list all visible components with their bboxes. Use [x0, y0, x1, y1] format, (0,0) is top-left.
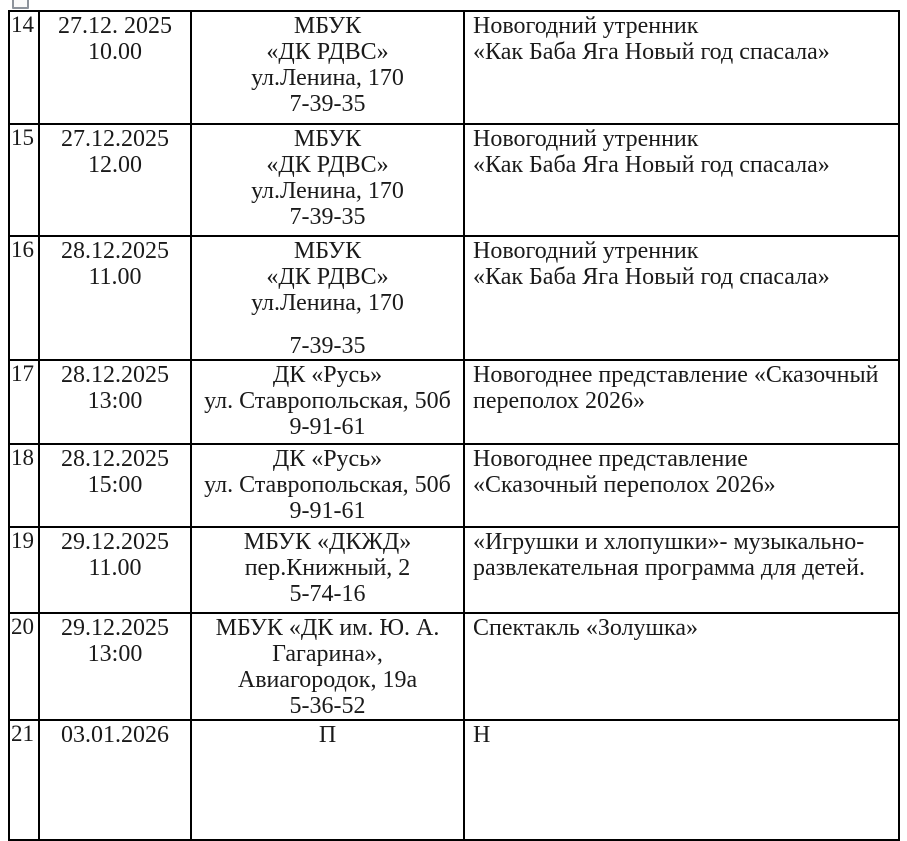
event-line: Новогоднее представление	[473, 446, 748, 472]
venue-cell	[191, 444, 464, 527]
row-number: 20	[11, 614, 34, 639]
events-table	[8, 10, 900, 841]
event-cell	[464, 236, 899, 360]
event-line: «Как Баба Яга Новый год спасала»	[473, 152, 830, 178]
row-number: 15	[11, 125, 34, 150]
venue-line: «ДК РДВС»	[266, 264, 389, 290]
venue-line: МБУК «ДКЖД»	[243, 529, 412, 555]
row-number: 21	[11, 721, 34, 746]
venue-line: ДК «Русь»	[272, 362, 383, 388]
date-line: 11.00	[88, 555, 142, 581]
venue-line: 5-36-52	[289, 693, 366, 719]
row-number-cell	[9, 124, 39, 236]
event-cell	[464, 720, 899, 840]
row-number: 18	[11, 445, 34, 470]
event-line: «Как Баба Яга Новый год спасала»	[473, 39, 830, 65]
event-cell	[464, 124, 899, 236]
event-line: «Как Баба Яга Новый год спасала»	[473, 264, 830, 290]
table-row	[9, 360, 899, 444]
table-row	[9, 527, 899, 613]
venue-line: 7-39-35	[289, 204, 366, 230]
date-line: 12.00	[88, 152, 142, 178]
venue-cell	[191, 236, 464, 360]
venue-line: 7-39-35	[289, 91, 366, 117]
row-number-cell	[9, 613, 39, 720]
date-line: 15:00	[87, 472, 143, 498]
venue-line: МБУК	[293, 126, 362, 152]
venue-line: ул.Ленина, 170	[251, 178, 404, 204]
event-cell	[464, 360, 899, 444]
date-cell	[39, 124, 191, 236]
row-number-cell	[9, 720, 39, 840]
event-cell	[464, 527, 899, 613]
venue-cell	[191, 720, 464, 840]
venue-line: ул. Ставропольская, 50б	[204, 388, 451, 414]
row-number-cell	[9, 360, 39, 444]
venue-line: МБУК «ДК им. Ю. А.	[215, 615, 440, 641]
event-line: Спектакль «Золушка»	[473, 615, 698, 641]
date-line: 13:00	[87, 641, 143, 667]
venue-cell	[191, 360, 464, 444]
venue-line: ул. Ставропольская, 50б	[204, 472, 451, 498]
date-cell	[39, 236, 191, 360]
date-cell	[39, 613, 191, 720]
venue-line: Гагарина»,	[272, 641, 383, 667]
venue-line: ул.Ленина, 170	[251, 290, 404, 316]
event-line: развлекательная программа для детей.	[473, 555, 865, 581]
clipped-anchor-mark	[12, 0, 29, 9]
event-cell	[464, 613, 899, 720]
venue-cell	[191, 613, 464, 720]
table-row	[9, 124, 899, 236]
events-table-body	[9, 11, 899, 840]
row-number-cell	[9, 11, 39, 124]
event-line: Новогоднее представление «Сказочный	[473, 362, 879, 388]
date-line: 28.12.2025	[61, 362, 169, 388]
venue-line: «ДК РДВС»	[266, 39, 389, 65]
venue-line: ул.Ленина, 170	[251, 65, 404, 91]
date-line: 03.01.2026	[61, 722, 169, 748]
row-number-cell	[9, 444, 39, 527]
venue-line: Авиагородок, 19а	[237, 667, 418, 693]
venue-line: пер.Книжный, 2	[244, 555, 411, 581]
venue-line: П	[318, 722, 337, 748]
venue-line: МБУК	[293, 13, 362, 39]
date-line: 27.12. 2025	[58, 13, 172, 39]
event-line: «Игрушки и хлопушки»- музыкально-	[473, 529, 865, 555]
event-line: «Сказочный переполох 2026»	[473, 472, 776, 498]
table-row	[9, 236, 899, 360]
venue-cell	[191, 527, 464, 613]
row-number: 14	[11, 12, 34, 37]
row-number: 19	[11, 528, 34, 553]
venue-line: 9-91-61	[289, 414, 366, 440]
venue-line: «ДК РДВС»	[266, 152, 389, 178]
date-cell	[39, 527, 191, 613]
venue-line: 7-39-35	[289, 333, 366, 359]
table-row	[9, 11, 899, 124]
venue-cell	[191, 11, 464, 124]
date-line: 13:00	[87, 388, 143, 414]
date-cell	[39, 360, 191, 444]
event-cell	[464, 11, 899, 124]
venue-line: 5-74-16	[289, 581, 366, 607]
date-cell	[39, 11, 191, 124]
date-line: 28.12.2025	[61, 446, 169, 472]
date-line: 29.12.2025	[61, 615, 169, 641]
row-number: 16	[11, 237, 34, 262]
table-row	[9, 444, 899, 527]
date-line: 27.12.2025	[61, 126, 169, 152]
date-line: 29.12.2025	[61, 529, 169, 555]
event-cell	[464, 444, 899, 527]
row-number-cell	[9, 527, 39, 613]
event-line: Новогодний утренник	[473, 126, 699, 152]
venue-line: МБУК	[293, 238, 362, 264]
event-line: Новогодний утренник	[473, 238, 699, 264]
row-number-cell	[9, 236, 39, 360]
table-row	[9, 720, 899, 840]
venue-cell	[191, 124, 464, 236]
date-line: 11.00	[88, 264, 142, 290]
venue-line	[196, 316, 459, 333]
venue-line: 9-91-61	[289, 498, 366, 524]
venue-line: ДК «Русь»	[272, 446, 383, 472]
date-line: 28.12.2025	[61, 238, 169, 264]
event-line: переполох 2026»	[473, 388, 646, 414]
date-cell	[39, 444, 191, 527]
date-cell	[39, 720, 191, 840]
row-number: 17	[11, 361, 34, 386]
event-line: Новогодний утренник	[473, 13, 699, 39]
table-row	[9, 613, 899, 720]
event-line: Н	[473, 722, 491, 748]
date-line: 10.00	[88, 39, 142, 65]
